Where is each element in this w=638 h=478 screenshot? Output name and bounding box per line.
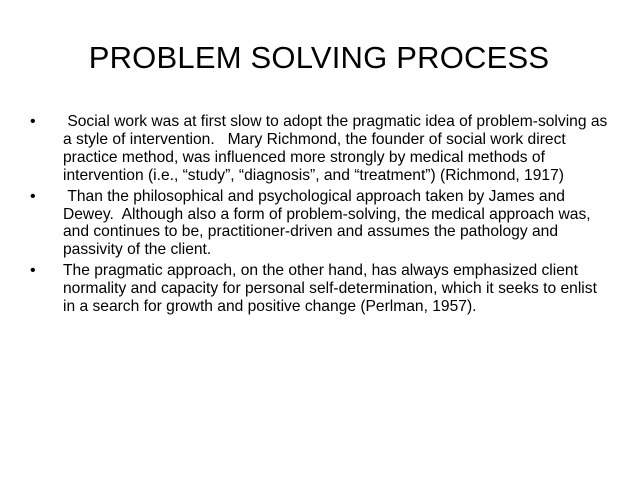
bullet-marker: • (30, 113, 36, 130)
bullet-marker: • (30, 262, 36, 280)
bullet-marker: • (30, 187, 36, 205)
bullet-list (30, 113, 610, 319)
bullet-text: Than the philosophical and psychological approach taken by James and Dewey. Although also a form of problem-solving, the medical approach was, and continues to be, practitioner-driven and assumes the pathology and passivity of the client. (63, 187, 595, 259)
slide-title: PROBLEM SOLVING PROCESS (88, 40, 550, 75)
bullet-item (30, 262, 610, 316)
bullet-text: Social work was at first slow to adopt the pragmatic idea of problem-solving as a style of intervention. Mary Richmond, the founder of social work direct practice method, was influenced more strongly by medical methods of intervention (i.e., “study”, “diagnosis”, and “treatment”) (Richmond, 1917) (63, 113, 612, 184)
bullet-text: The pragmatic approach, on the other hand, has always emphasized client normality and capacity for personal self-determination, which it seeks to enlist in a search for growth and positive change (Perlman, 1957). (63, 262, 602, 316)
bullet-item (30, 113, 610, 185)
bullet-item (30, 188, 610, 260)
